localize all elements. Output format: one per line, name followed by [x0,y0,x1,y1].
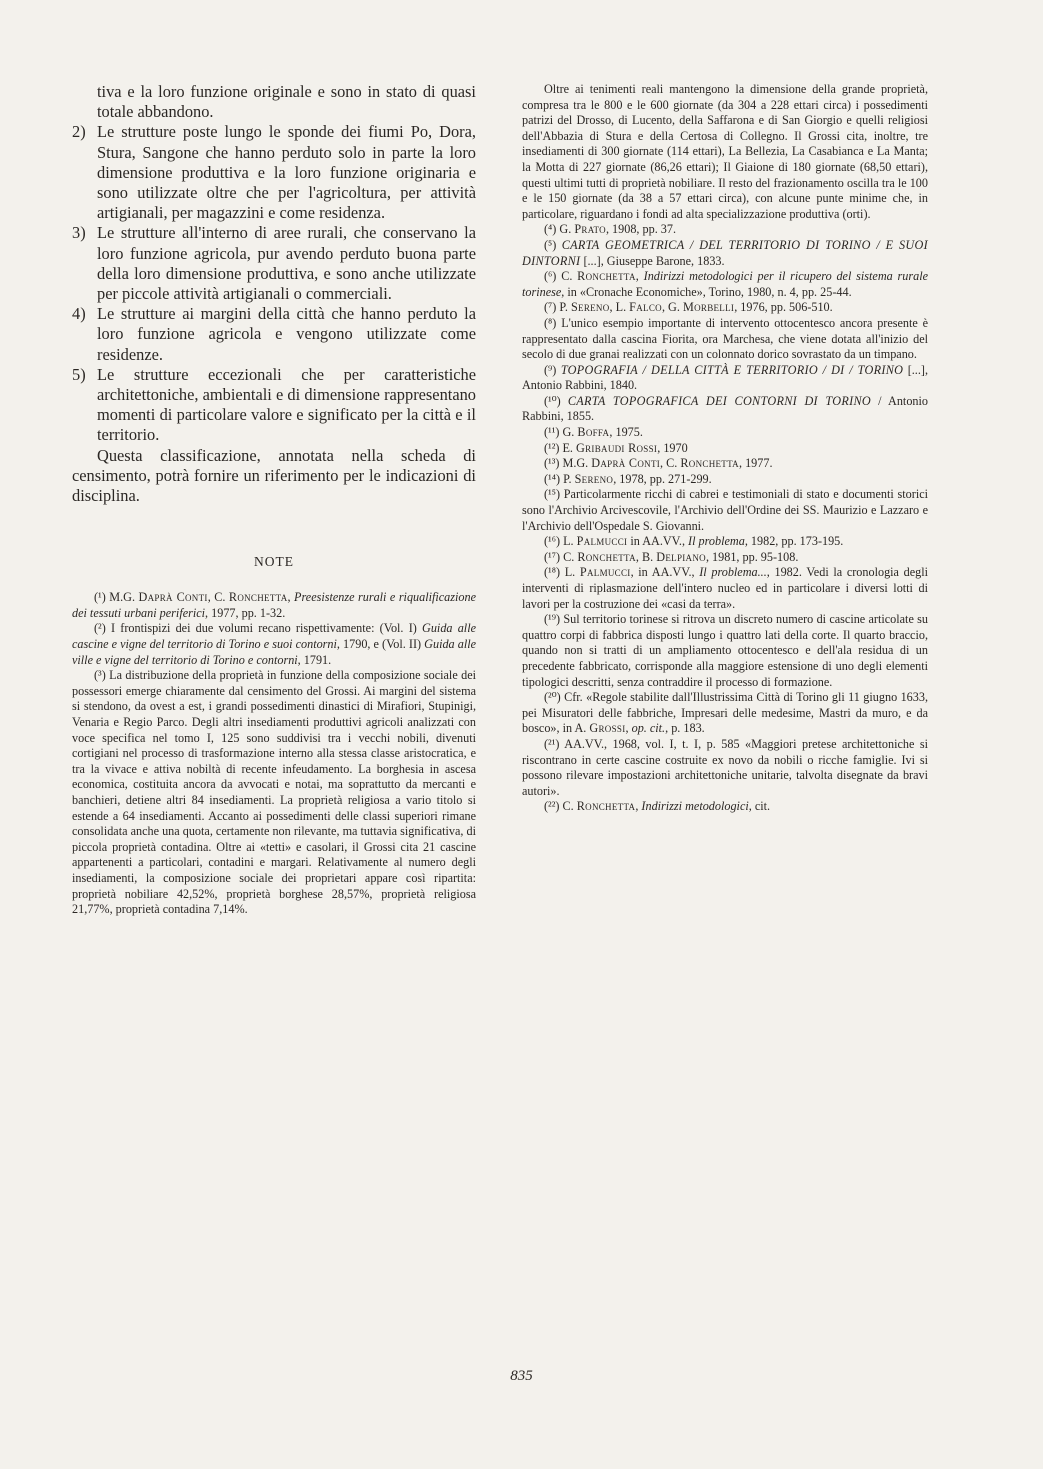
list-text: Le strutture all'interno di aree rurali, che conservano la loro funzione agricola, pur avendo perduto buona parte della loro dimensione produttiva, e sono anche utilizzate per piccole attività artigianali o commerciali. [97,223,476,304]
note-text: , G. [661,300,683,315]
note-text: Particolarmente ricchi di cabrei e testimoniali di stato e documenti storici sono l'Archivio Arcivescovile, l'Archivio dell'Ordine dei SS. Maurizio e Lazzaro e l'Archivio dell'Ospedale S. Giovanni. [522,487,928,533]
note-text: in AA.VV., [627,534,689,549]
note-mark: (⁵) [544,237,557,252]
author-name: Boffa [577,425,610,440]
note-text: , [635,799,642,814]
list-item [72,223,476,304]
list-item [72,122,476,223]
note-text: C. [563,549,578,564]
note-text: M.G. [109,590,139,605]
note-text: G. [562,425,578,440]
note-mark: (²) [94,621,106,636]
author-name: Daprà Conti [591,456,661,471]
author-name: Ronchetta [680,456,739,471]
work-title: Il problema [688,534,745,549]
footnote-11 [522,425,928,441]
note-mark: (¹⁴) [544,471,561,486]
footnote-19 [522,612,928,690]
footnote-1 [72,590,476,621]
note-text: , 1978, pp. 271-299. [613,471,712,486]
list-continuation: tiva e la loro funzione originale e sono in stato di quasi totale abbandono. [97,82,476,122]
work-title: Guida alle cascine e vigne del territorio di Torino e suoi contorni [72,621,476,652]
list-text: Le strutture ai margini della città che hanno perduto la loro funzione agricola e vengono utilizzate come residenze. [97,304,476,364]
note-text: , C. [207,590,229,605]
author-name: Ronchetta [577,549,636,564]
note-text: L. [564,565,580,580]
author-name: Palmucci [576,534,628,549]
author-name: Grossi [589,721,626,736]
note-mark: (¹²) [544,440,560,455]
list-number: 3) [72,223,86,243]
author-name: Ronchetta [228,590,288,605]
note-text: AA.VV., 1968, vol. I, t. I, p. 585 «Maggiori pretese architettoniche si riscontrano in certe cascine costruite ex novo da nobili o ricche famiglie. Ivi si possono rilevare impostazioni architettoniche unitarie, talvolta disegnate da bravi autori». [522,736,929,798]
author-name: Delpiano [656,549,706,564]
list-number: 4) [72,304,86,324]
left-column [72,82,476,918]
work-title: Indirizzi metodologici per il ricupero del sistema rurale torinese [522,269,928,299]
list-number: 5) [72,364,86,384]
note-text: M.G. [562,456,592,471]
note-text: La distribuzione della proprietà in funzione della composizione sociale dei possessori emerge chiaramente dal censimento del Grossi. Ai margini del sistema si stendono, da ovest a est, i grandi possedimenti dinastici di Mirafiori, Stupinigi, Venaria e Regio Parco. Degli altri insediamenti produttivi agricoli analizzati con voce specifica nel tomo I, 125 sono suddivisi tra i vecchi nobili, divenuti cortigiani nel processo di trasformazione interno alla stessa classe aristocratica, e tra la vivace e attiva nobiltà di recente infeudamento. La borghesia in ascesa economica, costituita ancora da avvocati e notai, ma soprattutto da mercanti e banchieri, detiene altri 84 insediamenti. La proprietà religiosa a vario titolo si estende a 64 insediamenti. Accanto ai possedimenti delle classi superiori rimane consolidata anche una quota, certamente non rilevante, ma tuttavia significativa, di piccola proprietà contadina. Oltre ai «tetti» e casolari, il Grossi cita 21 cascine appartenenti a particolari, contadini e margari. Relativamente al numero degli insediamenti, la composizione sociale dei proprietari appare così ripartita: proprietà nobiliare 42,52%, proprietà borghese 28,57%, proprietà religiosa 21,77%, proprietà contadina 7,14%. [72,668,476,917]
note-text: Cfr. «Regole stabilite dall'Illustrissima Città di Torino gli 11 giugno 1633, pei Misuratori delle fabbriche, Impresari delle medesime, Mastri da muro, e da bosco», in A. [522,690,929,736]
footnote-3-continuation: Oltre ai tenimenti reali mantengono la dimensione della grande proprietà, compresa tra le 800 e le 600 giornate (da 304 a 228 ettari circa) i possedimenti patrizi del Drosso, di Lucento, della Saffarona e di San Giorgio e quelli religiosi dell'Abbazia di Stura e della Certosa di Collegno. Il Grossi cita, inoltre, tre insediamenti di 300 giornate (114 ettari), La Bellezia, La Casabianca e La Manta; la Motta di 227 giornate (86,26 ettari); Il Giaione di 180 giornate (68,50 ettari), questi ultimi tutti di proprietà nobiliare. Il resto del frazionamento oscilla tra le 100 e le 150 giornate (da 38 a 57 ettari circa), con alcune punte minime che, in particolare, riguardano i fondi ad alta specializzazione produttiva (orti). [522,82,928,221]
note-text: , 1977. [738,456,773,471]
author-name: Palmucci [579,565,631,580]
author-name: Sereno [570,300,610,315]
note-text: , 1908, pp. 37. [605,222,677,237]
note-text: P. [559,300,571,315]
note-text: , [287,590,295,605]
work-title: Il problema... [699,565,767,580]
note-text: , L. [609,300,630,315]
author-name: Falco [629,300,662,315]
note-text: [...], Giuseppe Barone, 1833. [580,253,725,268]
note-mark: (³) [94,668,106,683]
classification-list [72,122,476,445]
right-column [522,82,928,815]
page-number: 835 [510,1368,533,1384]
work-title: Guida alle ville e vigne del territorio di Torino e contorni [72,637,476,667]
author-name: Daprà Conti [138,590,208,605]
note-text: , in «Cronache Economiche», Torino, 1980, n. 4, pp. 25-44. [561,284,852,299]
note-text: , 1970 [657,440,688,455]
note-text: L'unico esempio importante di intervento ottocentesco ancora presente è rappresentato dalla cascina Fiorita, ora Marchesa, che viene dotata all'inizio del secolo di due granai realizzati con un colonnato dorico sovrastato da un timpano. [522,315,929,362]
note-mark: (⁷) [544,300,557,315]
note-text: , [635,269,644,284]
note-text: [...], Antonio Rabbini, 1840. [522,362,928,393]
list-number: 2) [72,122,86,142]
footnote-13 [522,456,928,472]
work-title: Indirizzi metodologici [641,799,749,814]
note-text: / Antonio Rabbini, 1855. [522,393,928,424]
note-mark: (⁸) [544,315,557,330]
footnote-10 [522,394,928,425]
footnote-4 [522,222,928,238]
note-text: , cit. [748,799,771,814]
footnote-15 [522,487,928,534]
note-mark: (¹⁰) [544,393,561,408]
author-name: Morbelli [682,300,735,315]
footnote-21 [522,737,928,799]
author-name: Ronchetta [577,269,636,284]
note-text: , p. 183. [665,721,705,736]
footnote-14 [522,472,928,488]
note-text: , 1790, e (Vol. II) [336,637,425,652]
note-text: , [625,721,632,736]
footnote-6 [522,269,928,300]
note-mark: (¹⁶) [544,534,561,549]
note-mark: (¹) [94,590,106,605]
note-mark: (¹³) [544,456,560,471]
note-mark: (²²) [544,799,560,814]
footnote-3 [72,668,476,918]
note-text: C. [561,269,578,284]
note-text: , 1975. [609,425,643,440]
list-item [72,365,476,446]
author-name: Sereno [574,471,614,486]
note-text: Sul territorio torinese si ritrova un discreto numero di cascine articolate su quattro corpi di fabbrica disposti lungo i quattro lati della corte. Il quarto braccio, quando non si tratti di un ampliamento ottocentesco e dell'ala residua di un precedente fabbricato, corrisponde alla maggiore estensione di uno degli elementi tipologici descritti, senza contraddire il processo di formazione. [522,612,929,689]
closing-paragraph: Questa classificazione, annotata nella scheda di censimento, potrà fornire un riferimento per le indicazioni di disciplina. [72,445,476,506]
note-mark: (⁶) [544,269,557,284]
footnote-17 [522,550,928,566]
note-text: P. [563,471,575,486]
note-text: , 1982, pp. 173-195. [744,534,844,549]
note-text: , 1791. [297,652,332,667]
note-text: , in AA.VV., [630,565,700,580]
note-text: , B. [635,549,657,564]
author-name: Gribaudi Rossi [576,440,658,455]
work-title: CARTA TOPOGRAFICA DEI CONTORNI DI TORINO [567,393,871,408]
note-text: , 1982. Vedi la cronologia degli interventi di riplasmazione dell'intero nucleo ed in particolare i diversi lotti di lavori per la costruzione dei «casi da terra». [522,565,929,611]
list-text: Le strutture eccezionali che per caratteristiche architettoniche, ambientali e di dimensione rappresentano momenti di particolare valore e significato per la città e il territorio. [97,364,476,445]
work-title: Preesistenze rurali e riqualificazione dei tessuti urbani periferici [72,590,477,620]
footnote-8 [522,316,928,363]
footnote-2 [72,621,476,668]
note-mark: (¹⁹) [544,612,561,627]
author-name: Ronchetta [576,799,636,814]
footnote-9 [522,363,928,394]
note-mark: (⁹) [544,362,557,377]
note-text: C. [562,799,577,814]
footnote-22 [522,799,928,815]
footnote-7 [522,300,928,316]
footnote-20 [522,690,928,737]
footnote-18 [522,565,928,612]
note-text: , C. [660,456,681,471]
note-text: , 1976, pp. 506-510. [734,300,833,315]
note-mark: (¹⁸) [544,565,561,580]
author-name: Prato [574,222,606,237]
work-title: op. cit. [631,721,666,736]
notes-heading: NOTE [254,554,294,570]
note-text: , 1977, pp. 1-32. [205,605,286,620]
list-item [72,304,476,365]
note-mark: (⁴) [544,222,557,237]
note-mark: (²¹) [544,736,560,751]
note-text: I frontispizi dei due volumi recano rispettivamente: (Vol. I) [111,621,423,636]
work-title: CARTA GEOMETRICA / DEL TERRITORIO DI TORINO / E SUOI DINTORNI [522,237,928,268]
note-mark: (¹⁵) [544,487,561,502]
work-title: TOPOGRAFIA / DELLA CITTÀ E TERRITORIO / DI / TORINO [560,362,904,377]
note-mark: (²⁰) [544,690,561,705]
footnote-5 [522,238,928,269]
footnote-16 [522,534,928,550]
note-text: E. [562,440,577,455]
note-text: , 1981, pp. 95-108. [705,549,799,564]
note-mark: (¹¹) [544,425,560,440]
note-text: G. [559,222,575,237]
note-mark: (¹⁷) [544,549,561,564]
note-text: L. [563,534,577,549]
footnote-12 [522,441,928,457]
list-text: Le strutture poste lungo le sponde dei fiumi Po, Dora, Stura, Sangone che hanno perduto solo in parte la loro dimensione produttiva e la loro funzione originaria e sono utilizzate oltre che per l'agricoltura, per attività artigianali, per magazzini e come residenza. [97,122,476,223]
